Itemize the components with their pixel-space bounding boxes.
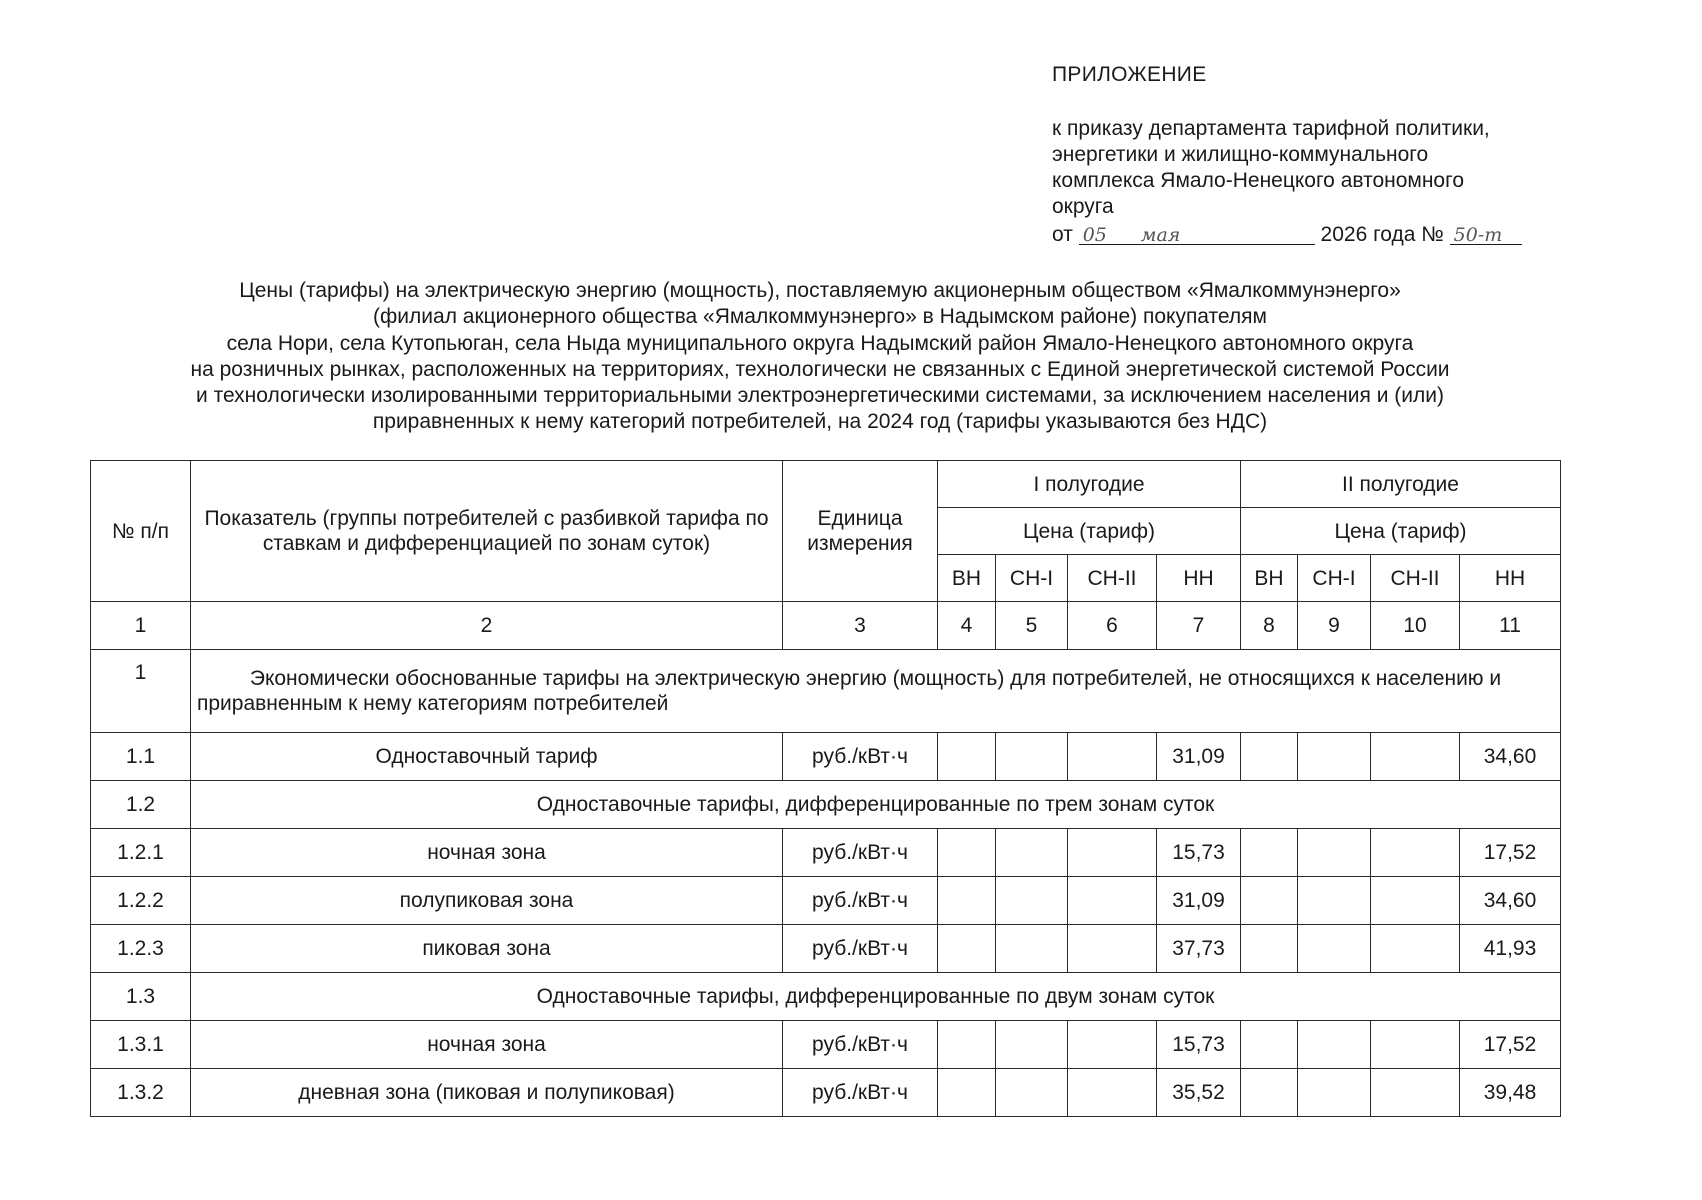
header-first-half: I полугодие [938,461,1241,508]
order-line: к приказу департамента тарифной политики, [1052,117,1490,140]
header-level-nn: НН [1460,555,1561,602]
cell-empty [1371,877,1460,925]
appendix-header [1052,62,1612,248]
row-number: 1.3 [91,973,191,1021]
row-name: Одноставочный тариф [191,733,783,781]
title-line: и технологически изолированными территориальными электроэнергетическими системами, за исключением населения и (или) [196,384,1444,408]
date-month-field [1113,222,1315,245]
row-number: 1.2 [91,781,191,829]
cell-empty [996,1021,1068,1069]
table-header-row [91,461,1561,508]
cell-empty [996,829,1068,877]
cell-empty [1371,1069,1460,1117]
date-day-field [1079,222,1113,245]
cell-h2-nn: 34,60 [1460,877,1561,925]
cell-empty [1371,829,1460,877]
date-prefix: от [1052,223,1073,246]
row-number: 1.1 [91,733,191,781]
cell-h1-nn: 15,73 [1157,1021,1241,1069]
table-row [91,925,1561,973]
row-number: 1.3.2 [91,1069,191,1117]
cell-h1-nn: 31,09 [1157,733,1241,781]
column-number: 2 [191,602,783,650]
row-number: 1.3.1 [91,1021,191,1069]
cell-empty [938,925,996,973]
document-title [60,278,1580,436]
appendix-title: ПРИЛОЖЕНИЕ [1052,63,1207,86]
row-unit: руб./кВт·ч [783,829,938,877]
cell-empty [938,877,996,925]
header-level-sn1: СН-I [1298,555,1371,602]
column-number: 6 [1068,602,1157,650]
cell-empty [1298,829,1371,877]
order-date-line [1052,222,1612,248]
column-number: 10 [1371,602,1460,650]
row-name: ночная зона [191,1021,783,1069]
header-level-sn2: СН-II [1068,555,1157,602]
header-level-nn: НН [1157,555,1241,602]
header-level-vn: ВН [1241,555,1298,602]
row-name: Одноставочные тарифы, дифференцированные по двум зонам суток [191,973,1561,1021]
title-line: (филиал акционерного общества «Ямалкоммунэнерго» в Надымском районе) покупателям [373,305,1267,329]
column-numbers-row [91,602,1561,650]
header-level-sn2: СН-II [1371,555,1460,602]
table-row [91,829,1561,877]
cell-h2-nn: 17,52 [1460,1021,1561,1069]
cell-empty [1371,925,1460,973]
row-number: 1.2.1 [91,829,191,877]
row-name: ночная зона [191,829,783,877]
section-title: Экономически обоснованные тарифы на электрическую энергию (мощность) для потребителей, не относящихся к населению и приравненным к нему категориям потребителей [191,650,1561,733]
header-unit: Единица измерения [783,461,938,602]
row-unit: руб./кВт·ч [783,1021,938,1069]
column-number: 9 [1298,602,1371,650]
cell-empty [1241,1021,1298,1069]
section-number: 1 [91,650,191,733]
handwritten-month: мая [1140,224,1181,246]
row-name: дневная зона (пиковая и полупиковая) [191,1069,783,1117]
cell-h2-nn: 17,52 [1460,829,1561,877]
cell-empty [1068,925,1157,973]
cell-empty [1241,829,1298,877]
header-num: № п/п [91,461,191,602]
table-row [91,1021,1561,1069]
header-second-half: II полугодие [1241,461,1561,508]
header-price-first: Цена (тариф) [938,508,1241,555]
cell-empty [938,829,996,877]
cell-empty [1298,877,1371,925]
cell-empty [1241,877,1298,925]
table-row [91,877,1561,925]
order-number-field [1450,222,1522,245]
cell-empty [996,925,1068,973]
table-row [91,733,1561,781]
cell-empty [996,1069,1068,1117]
table-row [91,1069,1561,1117]
row-unit: руб./кВт·ч [783,733,938,781]
cell-h1-nn: 35,52 [1157,1069,1241,1117]
row-number: 1.2.2 [91,877,191,925]
cell-empty [1241,925,1298,973]
column-number: 1 [91,602,191,650]
column-number: 11 [1460,602,1561,650]
column-number: 3 [783,602,938,650]
cell-empty [938,1069,996,1117]
section-row [91,650,1561,733]
column-number: 8 [1241,602,1298,650]
title-line: села Нори, села Кутопьюган, села Ныда муниципального округа Надымский район Ямало-Ненецкого автономного округа [226,331,1414,355]
handwritten-order-number: 50-т [1453,224,1503,246]
cell-empty [1298,1069,1371,1117]
row-name: полупиковая зона [191,877,783,925]
order-line: округа [1052,195,1114,218]
row-unit: руб./кВт·ч [783,925,938,973]
header-indicator: Показатель (группы потребителей с разбивкой тарифа по ставкам и дифференциацией по зонам суток) [191,461,783,602]
cell-empty [1068,829,1157,877]
cell-h2-nn: 34,60 [1460,733,1561,781]
row-unit: руб./кВт·ч [783,877,938,925]
title-line: Цены (тарифы) на электрическую энергию (мощность), поставляемую акционерным обществом «Ямалкоммунэнерго» [239,279,1401,302]
cell-h2-nn: 41,93 [1460,925,1561,973]
table-subsection-row [91,781,1561,829]
cell-empty [1241,733,1298,781]
header-level-vn: ВН [938,555,996,602]
cell-h2-nn: 39,48 [1460,1069,1561,1117]
cell-empty [1298,925,1371,973]
column-number: 7 [1157,602,1241,650]
row-name: пиковая зона [191,925,783,973]
cell-empty [996,733,1068,781]
handwritten-day: 05 [1082,224,1107,246]
row-unit: руб./кВт·ч [783,1069,938,1117]
tariff-table [90,460,1561,1117]
header-level-sn1: СН-I [996,555,1068,602]
cell-empty [1068,733,1157,781]
header-price-second: Цена (тариф) [1241,508,1561,555]
title-line: приравненных к нему категорий потребителей, на 2024 год (тарифы указываются без НДС) [372,410,1268,434]
row-number: 1.2.3 [91,925,191,973]
cell-empty [1371,733,1460,781]
column-number: 4 [938,602,996,650]
order-line: комплекса Ямало-Ненецкого автономного [1052,169,1464,192]
cell-h1-nn: 37,73 [1157,925,1241,973]
order-line: энергетики и жилищно-коммунального [1052,143,1429,166]
title-line: на розничных рынках, расположенных на территориях, технологически не связанных с Единой энергетической системой России [190,357,1450,381]
cell-h1-nn: 15,73 [1157,829,1241,877]
cell-empty [938,733,996,781]
cell-empty [938,1021,996,1069]
date-year-label: 2026 года № [1320,223,1444,246]
cell-empty [1068,877,1157,925]
cell-empty [1068,1021,1157,1069]
cell-empty [1298,1021,1371,1069]
cell-empty [1241,1069,1298,1117]
row-name: Одноставочные тарифы, дифференцированные по трем зонам суток [191,781,1561,829]
cell-h1-nn: 31,09 [1157,877,1241,925]
cell-empty [1068,1069,1157,1117]
cell-empty [1298,733,1371,781]
column-number: 5 [996,602,1068,650]
cell-empty [996,877,1068,925]
cell-empty [1371,1021,1460,1069]
table-subsection-row [91,973,1561,1021]
